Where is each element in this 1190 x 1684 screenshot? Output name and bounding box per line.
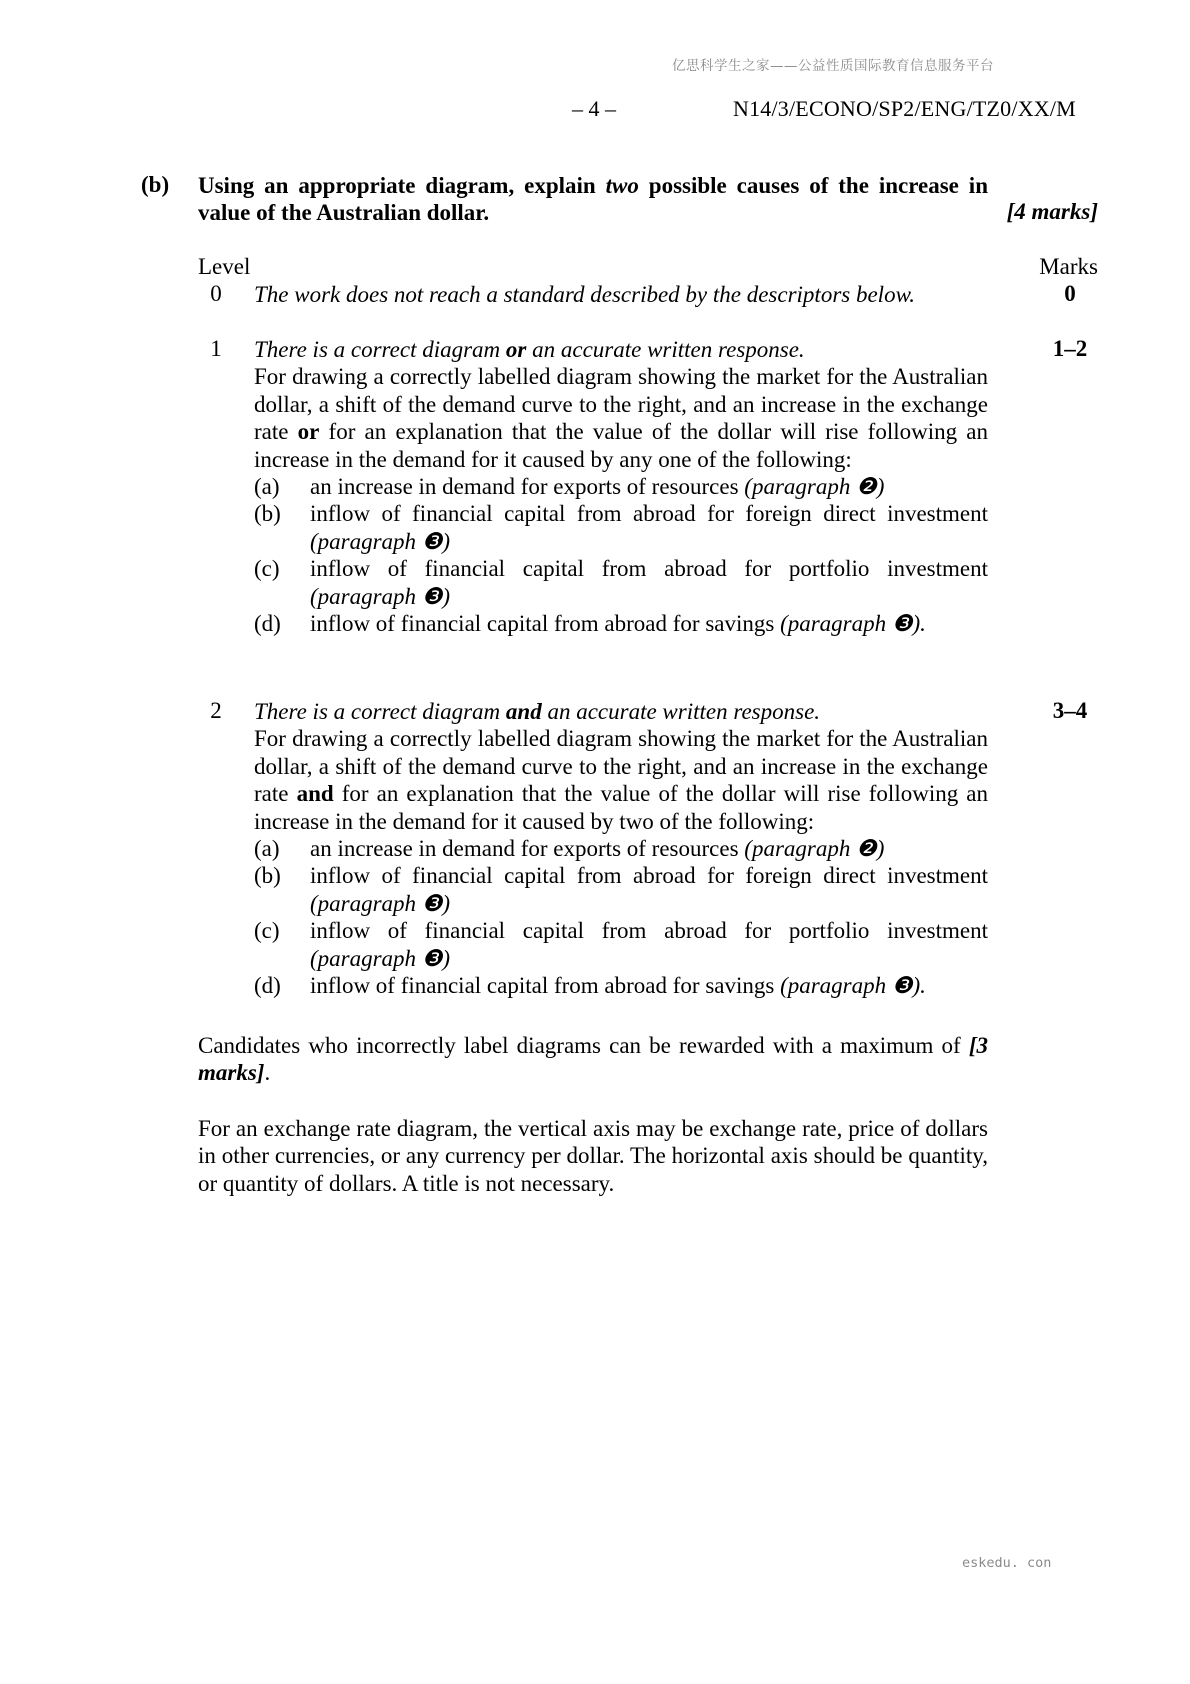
list-item: (a) an increase in demand for exports of resources (paragraph ❷): [254, 474, 885, 500]
list-item: (b) inflow of financial capital from abroad for foreign direct investment (paragraph ❸): [254, 501, 988, 554]
list-item: (b) inflow of financial capital from abroad for foreign direct investment (paragraph ❸): [254, 863, 988, 916]
level-0-number: 0: [210, 281, 222, 306]
paper-code: N14/3/ECONO/SP2/ENG/TZ0/XX/M: [733, 96, 1076, 121]
note-axis-guidance: For an exchange rate diagram, the vertical axis may be exchange rate, price of dollars in other currencies, or any currency per dollar. The horizontal axis should be quantity, or quantity of dollars. A title is not necessary.: [198, 1116, 988, 1196]
watermark-bottom: eskedu. con: [962, 1555, 1052, 1571]
marks-column-header: Marks: [1039, 254, 1098, 279]
level-0-mark: 0: [1064, 281, 1076, 306]
list-item: (d) inflow of financial capital from abroad for savings (paragraph ❸).: [254, 973, 926, 999]
list-item: (a) an increase in demand for exports of resources (paragraph ❷): [254, 836, 885, 862]
note-incorrect-labels: Candidates who incorrectly label diagrams can be rewarded with a maximum of [3 marks].: [198, 1033, 988, 1086]
page-number: – 4 –: [572, 96, 616, 121]
question-marks: [4 marks]: [1006, 199, 1098, 224]
watermark-top: 亿思科学生之家——公益性质国际教育信息服务平台: [672, 58, 994, 74]
level-2-mark: 3–4: [1052, 698, 1088, 723]
level-1-explanation: For drawing a correctly labelled diagram showing the market for the Australian dollar, a shift of the demand curve to the right, and an increase in the exchange rate or for an explanation that the value of the dollar will rise following an increase in the demand for it caused by any one of the following:: [254, 364, 988, 472]
question-label: (b): [141, 172, 170, 197]
level-column-header: Level: [198, 254, 251, 279]
level-2-number: 2: [210, 698, 222, 723]
level-2-body: [254, 698, 988, 999]
level-1-body: [254, 336, 988, 637]
level-2-descriptor: There is a correct diagram and an accurate written response.: [254, 699, 821, 724]
level-1-descriptor: There is a correct diagram or an accurate written response.: [254, 337, 805, 362]
list-item: (d) inflow of financial capital from abroad for savings (paragraph ❸).: [254, 611, 926, 637]
list-item: (c) inflow of financial capital from abroad for portfolio investment (paragraph ❸): [254, 918, 988, 971]
level-1-mark: 1–2: [1052, 336, 1088, 361]
level-1-items: [254, 473, 988, 637]
question-text: Using an appropriate diagram, explain two possible causes of the increase in value of the Australian dollar.: [198, 173, 988, 225]
level-2-explanation: For drawing a correctly labelled diagram showing the market for the Australian dollar, a shift of the demand curve to the right, and an increase in the exchange rate and for an explanation that the value of the dollar will rise following an increase in the demand for it caused by two of the following:: [254, 726, 989, 834]
level-0-descriptor: The work does not reach a standard described by the descriptors below.: [254, 282, 915, 307]
level-2-items: [254, 835, 988, 999]
level-1-number: 1: [210, 336, 222, 361]
list-item: (c) inflow of financial capital from abroad for portfolio investment (paragraph ❸): [254, 556, 988, 609]
